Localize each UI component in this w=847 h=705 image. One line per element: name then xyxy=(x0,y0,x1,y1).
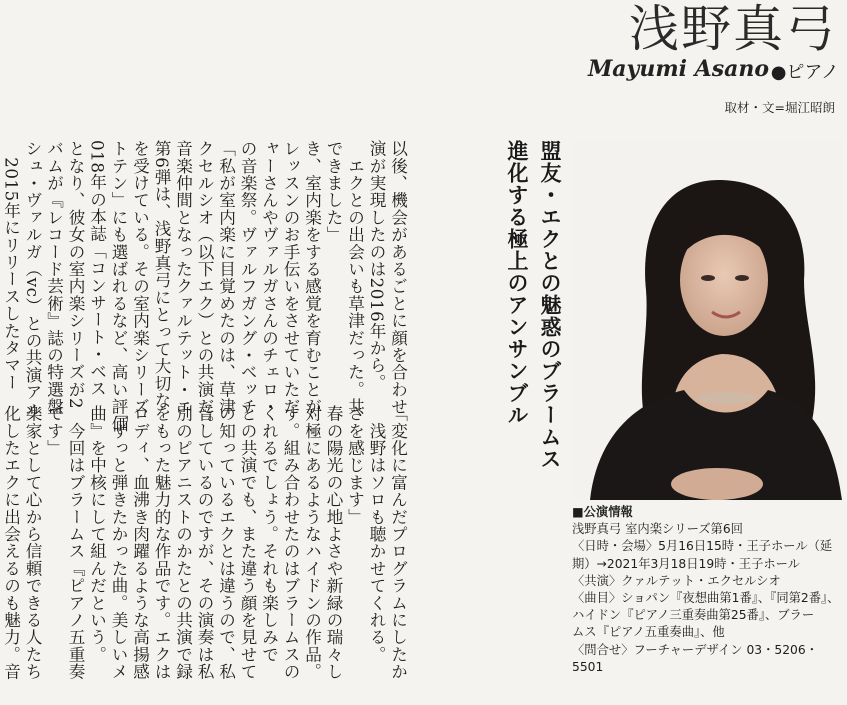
info-line: 〈曲目〉ショパン『夜想曲第1番』、『同第2番』、 xyxy=(572,591,840,606)
credit-line: 取材・文=堀江昭朗 xyxy=(724,100,835,115)
body-line: バムが『レコード芸術』誌の特選盤 xyxy=(44,140,64,416)
headline-line: 盟友・エクとの魅惑のブラームス xyxy=(538,140,562,470)
info-line: 5501 xyxy=(572,659,604,674)
body-line: レッスンのお手伝いをさせていただ xyxy=(281,140,300,416)
body-line: を受けている。その室内楽シリーズ xyxy=(130,140,150,416)
body-line: です」 xyxy=(44,405,64,457)
info-line: ムス『ピアノ五重奏曲』、他 xyxy=(572,625,725,640)
headline-line: 進化する極上のアンサンブル xyxy=(505,140,529,426)
body-line: ロディ、血沸き肉躍るような高揚感 xyxy=(130,405,150,681)
info-line: ハイドン『ピアノ三重奏曲第25番』、ブラー xyxy=(572,608,815,623)
body-line: き、室内楽をする感覚を育むことが xyxy=(302,140,322,416)
artist-photo xyxy=(572,140,842,500)
body-line: 春の陽光の心地よさや新緑の瑞々し xyxy=(324,405,343,681)
body-line: 音しているのですが、その演奏は私 xyxy=(195,405,214,681)
body-line: との共演でも、また違う顔を見せて xyxy=(238,405,257,681)
body-line: 楽家として心から信頼できる人たち xyxy=(23,405,42,681)
body-line: 演が実現したのは2016年から。 xyxy=(367,140,386,392)
body-line: 化したエクに出会えるのも魅力。音 xyxy=(1,405,21,681)
info-line: 〈共演〉クァルテット・エクセルシオ xyxy=(572,573,781,588)
performance-info xyxy=(572,504,844,676)
body-line: 音楽仲間となったクァルテット・エ xyxy=(173,140,193,416)
info-line: 〈日時・会場〉5月16日15時・王子ホール（延 xyxy=(572,539,833,554)
body-line: 「変化に富んだプログラムにしたか xyxy=(388,405,408,681)
body-line: 今回はブラームス『ピアノ五重奏 xyxy=(66,405,85,681)
body-line: エクとの出会いも草津だった。共 xyxy=(345,140,365,416)
body-line: 2015年にリリースしたタマー xyxy=(1,140,21,392)
body-line: の知っているエクとは違うので、私 xyxy=(216,405,236,681)
body-line: す。組み合わせたのはブラームスの xyxy=(281,405,300,681)
body-line: くれるでしょう。それも楽しみで xyxy=(259,405,279,663)
body-line: 第6弾は、浅野真弓にとって大切な xyxy=(152,140,171,410)
body-line: さを感じます」 xyxy=(345,405,365,526)
info-line: 浅野真弓 室内楽シリーズ第6回 xyxy=(572,522,743,537)
info-line: 〈問合せ〉フーチャーデザイン 03・5206・ xyxy=(572,642,819,657)
body-line: クセルシオ（以下エク）との共演だ。 xyxy=(195,140,214,433)
body-line: の音楽祭。ヴァルフガング・ベッチ xyxy=(238,140,257,416)
artist-name-english: Mayumi Asano xyxy=(587,56,769,82)
body-line: をもった魅力的な作品です。エクは xyxy=(152,405,171,681)
info-line: 期）→2021年3月18日19時・王子ホール xyxy=(572,556,801,571)
body-line: できました」 xyxy=(324,140,343,244)
headline xyxy=(500,140,566,470)
body-line: シュ・ヴァルガ（vc）との共演アル xyxy=(23,140,42,418)
instrument-label: ●ピアノ xyxy=(770,62,839,83)
body-line: トテン」にも選ばれるなど、高い評価 xyxy=(109,140,128,433)
body-line: 018年の本誌「コンサート・ベス xyxy=(87,140,107,398)
artist-name-japanese: 浅野真弓 xyxy=(629,0,837,58)
info-heading: ■公演情報 xyxy=(572,505,633,519)
body-line: 「ずっと弾きたかった曲。美しいメ xyxy=(109,405,128,681)
body-line: 以後、機会があるごとに顔を合わせ xyxy=(388,140,408,416)
body-line: 浅野はソロも聴かせてくれる。 xyxy=(367,405,386,663)
body-line: ャーさんやヴァルガさんのチェロ・ xyxy=(259,140,279,416)
body-line: 「私が室内楽に目覚めたのは、草津 xyxy=(216,140,236,416)
body-line: 曲』を中核にして組んだという。 xyxy=(87,405,107,663)
body-line: 対極にあるようなハイドンの作品。 xyxy=(302,405,322,681)
portrait-illustration xyxy=(572,140,842,500)
body-line: となり、彼女の室内楽シリーズが2 xyxy=(66,140,85,410)
body-text-lower xyxy=(0,405,409,705)
body-line: 別のピアニストのかたとの共演で録 xyxy=(173,405,193,681)
